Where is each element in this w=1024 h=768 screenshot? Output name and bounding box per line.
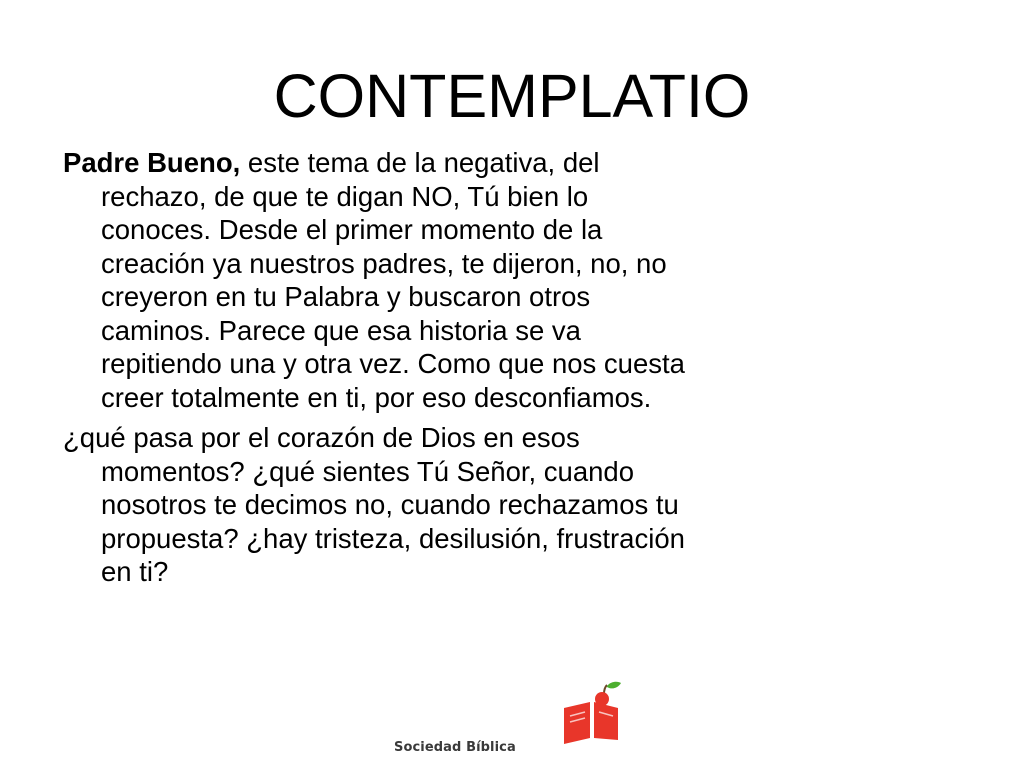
red-book-with-leaf-icon [560,680,624,746]
book-left-page [564,702,590,744]
logo-text: Sociedad Bíblica [394,740,516,755]
sociedad-biblica-logo [392,680,632,762]
book-right-page [594,702,618,740]
leaf [607,682,621,689]
paragraph-2 [63,421,693,589]
paragraph-1-lead: Padre Bueno, [63,147,241,178]
paragraph-1 [63,146,693,414]
paragraph-2-text: ¿qué pasa por el corazón de Dios en esos momentos? ¿qué sientes Tú Señor, cuando nosotros te decimos no, cuando rechazamos tu propuesta? ¿hay tristeza, desilusión, frustración en ti? [63,422,685,587]
slide-body [63,146,693,596]
paragraph-1-text: este tema de la negativa, del rechazo, de que te digan NO, Tú bien lo conoces. Desde el primer momento de la creación ya nuestros padres, te dijeron, no, no creyeron en tu Palabra y buscaron otros caminos. Parece que esa historia se va repitiendo una y otra vez. Como que nos cuesta creer totalmente en ti, por eso desconfiamos. [101,147,685,413]
slide-title: CONTEMPLATIO [273,62,751,130]
